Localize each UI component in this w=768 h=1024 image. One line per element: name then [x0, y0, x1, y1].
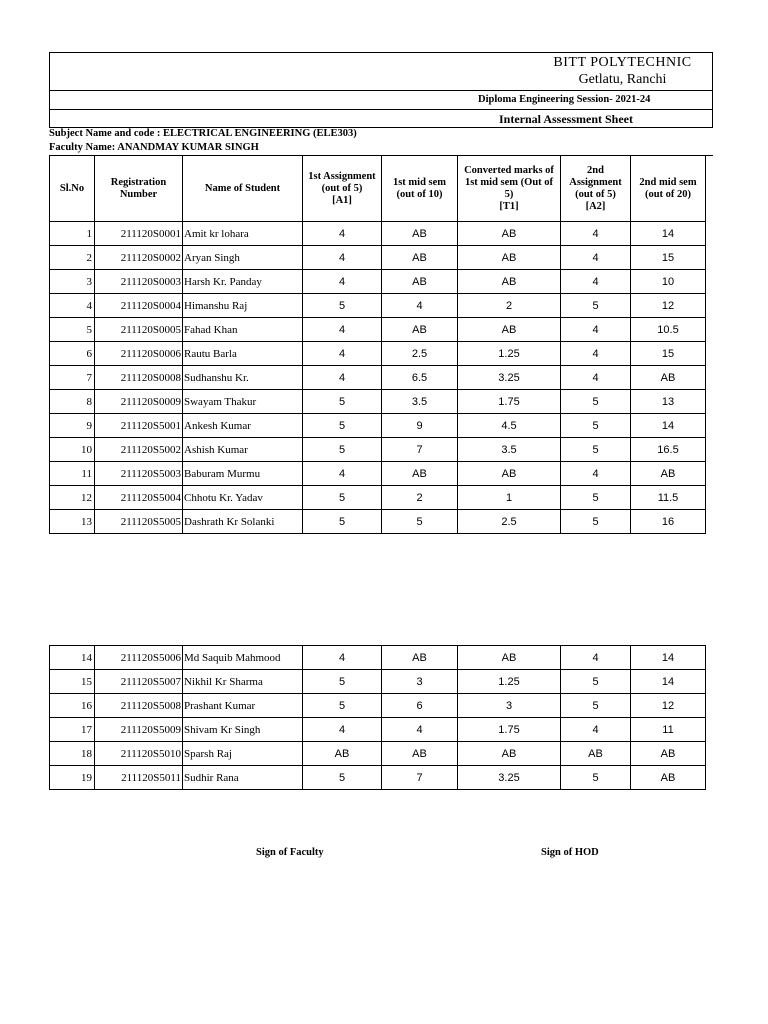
assessment-table: [49, 155, 706, 534]
cell-mid-sem-1: AB: [382, 222, 458, 246]
cell-assignment-1: 5: [303, 766, 382, 790]
cell-mid-sem-2: 13: [631, 390, 706, 414]
cell-mid-sem-1: 3: [382, 670, 458, 694]
subject-line: Subject Name and code : ELECTRICAL ENGINEERING (ELE303): [49, 128, 357, 139]
col-a2-line: Assignment: [569, 176, 622, 188]
cell-assignment-1: 4: [303, 318, 382, 342]
col-mid-sem-1: [382, 156, 458, 222]
cell-student-name: Chhotu Kr. Yadav: [183, 486, 303, 510]
col-t1-line: 5): [504, 188, 514, 200]
session-text: Diploma Engineering Session- 2021-24: [478, 94, 651, 105]
cell-registration: 211120S5008: [95, 694, 183, 718]
cell-sl: 7: [50, 366, 95, 390]
cell-converted-t1: 2: [458, 294, 561, 318]
institute-name: BITT POLYTECHNIC: [553, 55, 692, 70]
col-a2-line: 2nd: [587, 164, 604, 176]
cell-student-name: Dashrath Kr Solanki: [183, 510, 303, 534]
cell-assignment-1: 4: [303, 646, 382, 670]
cell-converted-t1: AB: [458, 646, 561, 670]
table-row: [50, 246, 706, 270]
cell-sl: 8: [50, 390, 95, 414]
cell-assignment-1: 4: [303, 462, 382, 486]
col-a2-line: [A2]: [585, 200, 606, 212]
cell-converted-t1: 1: [458, 486, 561, 510]
cell-assignment-2: 4: [561, 718, 631, 742]
col-mid-sem-2: [631, 156, 706, 222]
cell-student-name: Baburam Murmu: [183, 462, 303, 486]
cell-sl: 15: [50, 670, 95, 694]
col-assignment-2: [561, 156, 631, 222]
col-a1-line: 1st Assignment: [308, 170, 376, 182]
cell-assignment-1: 4: [303, 718, 382, 742]
col-mid1-line: 1st mid sem: [392, 176, 447, 188]
table-row: [50, 486, 706, 510]
cell-mid-sem-1: AB: [382, 318, 458, 342]
cell-converted-t1: AB: [458, 462, 561, 486]
cell-student-name: Md Saquib Mahmood: [183, 646, 303, 670]
cell-converted-t1: AB: [458, 318, 561, 342]
cell-assignment-2: 4: [561, 222, 631, 246]
cell-mid-sem-2: 12: [631, 694, 706, 718]
faculty-signature-label: Sign of Faculty: [256, 847, 324, 858]
cell-converted-t1: AB: [458, 742, 561, 766]
cell-assignment-2: 4: [561, 366, 631, 390]
table-row: [50, 670, 706, 694]
cell-mid-sem-1: 4: [382, 718, 458, 742]
cell-mid-sem-1: 4: [382, 294, 458, 318]
cell-assignment-1: 5: [303, 414, 382, 438]
cell-registration: 211120S0003: [95, 270, 183, 294]
cell-sl: 11: [50, 462, 95, 486]
cell-student-name: Sparsh Raj: [183, 742, 303, 766]
cell-student-name: Prashant Kumar: [183, 694, 303, 718]
cell-registration: 211120S5002: [95, 438, 183, 462]
cell-mid-sem-1: 7: [382, 438, 458, 462]
table-row: [50, 342, 706, 366]
cell-registration: 211120S5006: [95, 646, 183, 670]
cell-mid-sem-1: 7: [382, 766, 458, 790]
cell-mid-sem-1: 6: [382, 694, 458, 718]
cell-assignment-2: 5: [561, 294, 631, 318]
cell-mid-sem-2: 14: [631, 646, 706, 670]
cell-sl: 9: [50, 414, 95, 438]
cell-registration: 211120S0008: [95, 366, 183, 390]
table-row: [50, 366, 706, 390]
cell-converted-t1: 2.5: [458, 510, 561, 534]
cell-mid-sem-1: AB: [382, 742, 458, 766]
cell-student-name: Rautu Barla: [183, 342, 303, 366]
assessment-table-continued: [49, 645, 706, 790]
cell-student-name: Ashish Kumar: [183, 438, 303, 462]
cell-mid-sem-2: AB: [631, 462, 706, 486]
cell-registration: 211120S5005: [95, 510, 183, 534]
cell-assignment-2: 4: [561, 462, 631, 486]
cell-sl: 10: [50, 438, 95, 462]
cell-mid-sem-1: 5: [382, 510, 458, 534]
table-row: [50, 694, 706, 718]
cell-mid-sem-2: 15: [631, 246, 706, 270]
table-row: [50, 646, 706, 670]
cell-mid-sem-2: 14: [631, 414, 706, 438]
cell-mid-sem-1: 6.5: [382, 366, 458, 390]
col-t1-line: Converted marks of: [464, 164, 554, 176]
table-row: [50, 718, 706, 742]
cell-assignment-1: 5: [303, 694, 382, 718]
cell-registration: 211120S0005: [95, 318, 183, 342]
col-t1-line: [T1]: [499, 200, 519, 212]
cell-mid-sem-2: 11: [631, 718, 706, 742]
institute-place: Getlatu, Ranchi: [578, 72, 667, 87]
cell-assignment-2: 5: [561, 510, 631, 534]
cell-sl: 16: [50, 694, 95, 718]
cell-registration: 211120S5011: [95, 766, 183, 790]
cell-assignment-1: 5: [303, 510, 382, 534]
cell-assignment-2: 5: [561, 694, 631, 718]
cell-registration: 211120S0004: [95, 294, 183, 318]
cell-mid-sem-2: AB: [631, 366, 706, 390]
cell-registration: 211120S0009: [95, 390, 183, 414]
col-mid2-line: (out of 20): [644, 188, 692, 200]
col-student-name: Name of Student: [183, 156, 303, 222]
cell-converted-t1: 1.25: [458, 670, 561, 694]
cell-student-name: Amit kr lohara: [183, 222, 303, 246]
cell-mid-sem-1: 2: [382, 486, 458, 510]
cell-mid-sem-2: 10.5: [631, 318, 706, 342]
table-row: [50, 222, 706, 246]
cell-converted-t1: AB: [458, 270, 561, 294]
cell-mid-sem-2: 16: [631, 510, 706, 534]
cell-assignment-2: 4: [561, 646, 631, 670]
cell-mid-sem-2: AB: [631, 742, 706, 766]
cell-mid-sem-1: AB: [382, 270, 458, 294]
col-converted-t1: [458, 156, 561, 222]
cell-assignment-2: 5: [561, 414, 631, 438]
cell-mid-sem-1: 2.5: [382, 342, 458, 366]
cell-registration: 211120S0002: [95, 246, 183, 270]
cell-converted-t1: AB: [458, 222, 561, 246]
cell-assignment-2: 5: [561, 486, 631, 510]
cell-sl: 18: [50, 742, 95, 766]
table-row: [50, 742, 706, 766]
table-row: [50, 414, 706, 438]
cell-mid-sem-2: AB: [631, 766, 706, 790]
cell-converted-t1: 1.75: [458, 718, 561, 742]
cell-mid-sem-2: 10: [631, 270, 706, 294]
cell-registration: 211120S5004: [95, 486, 183, 510]
cell-assignment-2: 4: [561, 246, 631, 270]
cell-assignment-1: 5: [303, 670, 382, 694]
cell-assignment-1: 4: [303, 270, 382, 294]
cell-assignment-1: 4: [303, 222, 382, 246]
cell-sl: 12: [50, 486, 95, 510]
cell-sl: 17: [50, 718, 95, 742]
cell-assignment-1: 4: [303, 366, 382, 390]
institute-header: [49, 52, 713, 91]
cell-sl: 4: [50, 294, 95, 318]
cell-sl: 19: [50, 766, 95, 790]
cell-sl: 6: [50, 342, 95, 366]
table-row: [50, 438, 706, 462]
cell-student-name: Sudhir Rana: [183, 766, 303, 790]
table-row: [50, 462, 706, 486]
table-row: [50, 318, 706, 342]
cell-mid-sem-1: AB: [382, 462, 458, 486]
cell-student-name: Harsh Kr. Panday: [183, 270, 303, 294]
col-assignment-1: [303, 156, 382, 222]
cell-converted-t1: 3.5: [458, 438, 561, 462]
cell-registration: 211120S0001: [95, 222, 183, 246]
cell-assignment-2: 5: [561, 438, 631, 462]
cell-student-name: Aryan Singh: [183, 246, 303, 270]
cell-student-name: Fahad Khan: [183, 318, 303, 342]
cell-converted-t1: 3.25: [458, 366, 561, 390]
table-row: [50, 390, 706, 414]
cell-mid-sem-2: 11.5: [631, 486, 706, 510]
cell-assignment-1: 5: [303, 486, 382, 510]
table-row: [50, 510, 706, 534]
cell-mid-sem-2: 14: [631, 670, 706, 694]
col-a1-line: (out of 5): [321, 182, 363, 194]
cell-converted-t1: 3: [458, 694, 561, 718]
cell-assignment-2: 5: [561, 670, 631, 694]
cell-sl: 14: [50, 646, 95, 670]
cell-assignment-1: 4: [303, 246, 382, 270]
cell-assignment-1: 4: [303, 342, 382, 366]
cell-assignment-2: 5: [561, 390, 631, 414]
faculty-line: Faculty Name: ANANDMAY KUMAR SINGH: [49, 142, 259, 153]
table-header-row: [50, 156, 706, 222]
cell-converted-t1: 3.25: [458, 766, 561, 790]
col-registration: Registration Number: [95, 156, 183, 222]
cell-student-name: Sudhanshu Kr.: [183, 366, 303, 390]
cell-student-name: Ankesh Kumar: [183, 414, 303, 438]
cell-mid-sem-2: 15: [631, 342, 706, 366]
cell-registration: 211120S5010: [95, 742, 183, 766]
cell-registration: 211120S5007: [95, 670, 183, 694]
cell-assignment-1: AB: [303, 742, 382, 766]
table-row: [50, 766, 706, 790]
cell-student-name: Himanshu Raj: [183, 294, 303, 318]
cell-mid-sem-2: 12: [631, 294, 706, 318]
cell-mid-sem-2: 14: [631, 222, 706, 246]
cell-sl: 2: [50, 246, 95, 270]
cell-mid-sem-2: 16.5: [631, 438, 706, 462]
col-t1-line: 1st mid sem (Out of: [464, 176, 554, 188]
cell-registration: 211120S5001: [95, 414, 183, 438]
col-mid2-line: 2nd mid sem: [639, 176, 697, 188]
col-sl: Sl.No: [50, 156, 95, 222]
cell-converted-t1: 1.25: [458, 342, 561, 366]
cell-assignment-1: 5: [303, 390, 382, 414]
cell-mid-sem-1: 3.5: [382, 390, 458, 414]
cell-converted-t1: 4.5: [458, 414, 561, 438]
table-row: [50, 270, 706, 294]
cell-registration: 211120S5003: [95, 462, 183, 486]
cell-assignment-2: 4: [561, 318, 631, 342]
sheet-title: Internal Assessment Sheet: [499, 112, 633, 126]
cell-mid-sem-1: AB: [382, 646, 458, 670]
cell-student-name: Nikhil Kr Sharma: [183, 670, 303, 694]
cell-mid-sem-1: 9: [382, 414, 458, 438]
cell-registration: 211120S5009: [95, 718, 183, 742]
cell-sl: 5: [50, 318, 95, 342]
sheet-title-row: [49, 110, 713, 128]
cell-student-name: Swayam Thakur: [183, 390, 303, 414]
cell-assignment-1: 5: [303, 294, 382, 318]
hod-signature-label: Sign of HOD: [541, 847, 599, 858]
cell-assignment-1: 5: [303, 438, 382, 462]
col-mid1-line: (out of 10): [396, 188, 443, 200]
cell-assignment-2: 4: [561, 342, 631, 366]
cell-assignment-2: 5: [561, 766, 631, 790]
session-row: [49, 91, 713, 110]
col-a2-line: (out of 5): [575, 188, 616, 200]
table-row: [50, 294, 706, 318]
cell-converted-t1: 1.75: [458, 390, 561, 414]
cell-sl: 13: [50, 510, 95, 534]
cell-sl: 1: [50, 222, 95, 246]
col-a1-line: [A1]: [332, 194, 352, 206]
cell-sl: 3: [50, 270, 95, 294]
cell-student-name: Shivam Kr Singh: [183, 718, 303, 742]
cell-mid-sem-1: AB: [382, 246, 458, 270]
cell-converted-t1: AB: [458, 246, 561, 270]
cell-registration: 211120S0006: [95, 342, 183, 366]
cell-assignment-2: AB: [561, 742, 631, 766]
cell-assignment-2: 4: [561, 270, 631, 294]
